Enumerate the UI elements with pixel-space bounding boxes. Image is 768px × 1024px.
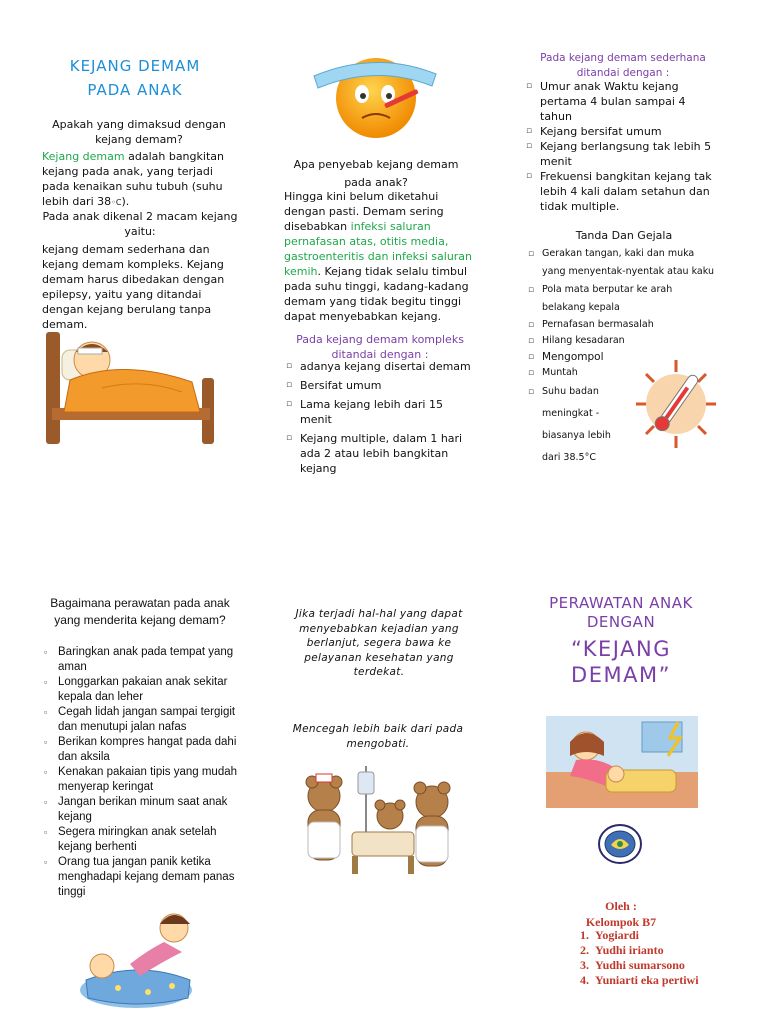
cause-heading: Apa penyebab kejang demam pada anak?: [293, 158, 459, 189]
simple-signs-list: [526, 79, 718, 214]
sick-child-bed-illustration: [42, 330, 220, 448]
list-item: ▫ Bersifat umum: [286, 378, 476, 393]
list-item: ▫ Berikan kompres hangat pada dahi dan aksila: [44, 735, 240, 765]
cause-infections: infeksi saluran pernafasan atas, otitis media, gastroenteritis dan infeksi saluran kemih: [284, 220, 473, 278]
list-item: ▫ Jangan berikan minum saat anak kejang: [44, 795, 240, 825]
teddy-bear-doctors-illustration: [296, 762, 464, 876]
list-item: ▫ Pernafasan bermasalah: [528, 317, 718, 333]
list-item: ▫ Gerakan tangan, kaki dan muka yang menyentak-nyentak atau kaku: [528, 245, 718, 281]
cover-title: PERAWATAN ANAK DENGAN: [549, 594, 693, 631]
group-name: Kelompok B7: [585, 915, 657, 929]
mother-child-illustration: [78, 906, 202, 1010]
cause-text: Hingga kini belum diketahui dengan pasti. Demam sering disebabkan infeksi saluran pernafasan atas, otitis media, gastroenteritis dan infeksi saluran kemih. Kejang tidak selalu timbul pada suhu tinggi, kadang-kadang demam yang tidak begitu tinggi dapat menyebabkan kejang.: [284, 190, 473, 323]
care-steps-list: [44, 645, 240, 900]
list-item: ▫ Mengompol: [528, 349, 718, 365]
list-item: ▫ Pola mata berputar ke arah belakang kepala: [528, 281, 718, 317]
list-item: ▫ Lama kejang lebih dari 15 menit: [286, 397, 476, 427]
types-text: kejang demam sederhana dan kejang demam kompleks. Kejang demam harus dibedakan dengan epilepsy, yaitu yang ditandai dengan kejang berulang tanpa demam.: [42, 243, 225, 331]
list-item: ▫ Kejang multiple, dalam 1 hari ada 2 atau lebih bangkitan kejang: [286, 431, 476, 476]
list-item: ▫ adanya kejang disertai demam: [286, 359, 476, 374]
credits-label: Oleh : Kelompok B7: [560, 898, 682, 930]
list-item: ▫ Hilang kesadaran: [528, 333, 718, 349]
complex-signs-list: [286, 359, 476, 476]
feverish-face-icon: [310, 46, 440, 144]
types-heading: Pada anak dikenal 2 macam kejang yaitu:: [42, 210, 238, 238]
cover-subtitle: “KEJANG DEMAM”: [571, 637, 671, 687]
list-item: ▫ Suhu badan meningkat - biasanya lebih dari 38.5°C: [528, 381, 624, 469]
main-title: KEJANG DEMAM PADA ANAK: [69, 57, 201, 99]
list-item: ▫ Segera miringkan anak setelah kejang berhenti: [44, 825, 240, 855]
thermometer-illustration: [634, 356, 718, 452]
list-item: ▫ Baringkan anak pada tempat yang aman: [44, 645, 240, 675]
list-item: ▫ Frekuensi bangkitan kejang tak lebih 4 kali dalam setahun dan tidak multiple.: [526, 169, 718, 214]
definition-text: Kejang demam adalah bangkitan kejang pada anak, yang terjadi pada kenaikan suhu tubuh (suhu lebih dari 38◦C).: [42, 150, 224, 208]
list-item: ▫ Umur anak Waktu kejang pertama 4 bulan sampai 4 tahun: [526, 79, 718, 124]
warning-note: Jika terjadi hal-hal yang dapat menyebabkan kejadian yang berlanjut, segera bawa ke pelayanan kesehatan yang terdekat.: [295, 608, 463, 678]
list-item: ▫ Kejang berlangsung tak lebih 5 menit: [526, 139, 718, 169]
simple-heading: Pada kejang demam sederhana ditandai dengan :: [540, 52, 706, 79]
member-item: 2. Yudhi irianto: [580, 943, 664, 957]
member-list: [580, 928, 730, 988]
complex-heading: Pada kejang demam kompleks ditandai dengan :: [296, 333, 464, 361]
list-item: ▫ Orang tua jangan panik ketika menghadapi kejang demam panas tinggi: [44, 855, 240, 900]
mother-sick-child-illustration: [546, 716, 698, 808]
institution-seal-logo: [597, 823, 643, 865]
list-item: ▫ Cegah lidah jangan sampai tergigit dan menutupi jalan nafas: [44, 705, 240, 735]
prevention-motto: Mencegah lebih baik dari pada mengobati.: [292, 723, 464, 750]
list-item: ▫ Muntah: [528, 365, 718, 381]
member-item: 3. Yudhi sumarsono: [580, 958, 685, 972]
member-item: 1. Yogiardi: [580, 928, 640, 942]
list-item: ▫ Longgarkan pakaian anak sekitar kepala dan leher: [44, 675, 240, 705]
symptoms-heading: Tanda Dan Gejala: [575, 229, 673, 242]
list-item: ▫ Kenakan pakaian tipis yang mudah menyerap keringat: [44, 765, 240, 795]
care-heading: Bagaimana perawatan pada anak yang menderita kejang demam?: [50, 596, 230, 627]
list-item: ▫ Kejang bersifat umum: [526, 124, 718, 139]
definition-question: Apakah yang dimaksud dengan kejang demam?: [52, 118, 226, 146]
term-kejang-demam: Kejang demam: [42, 150, 125, 163]
member-item: 4. Yuniarti eka pertiwi: [580, 973, 699, 987]
